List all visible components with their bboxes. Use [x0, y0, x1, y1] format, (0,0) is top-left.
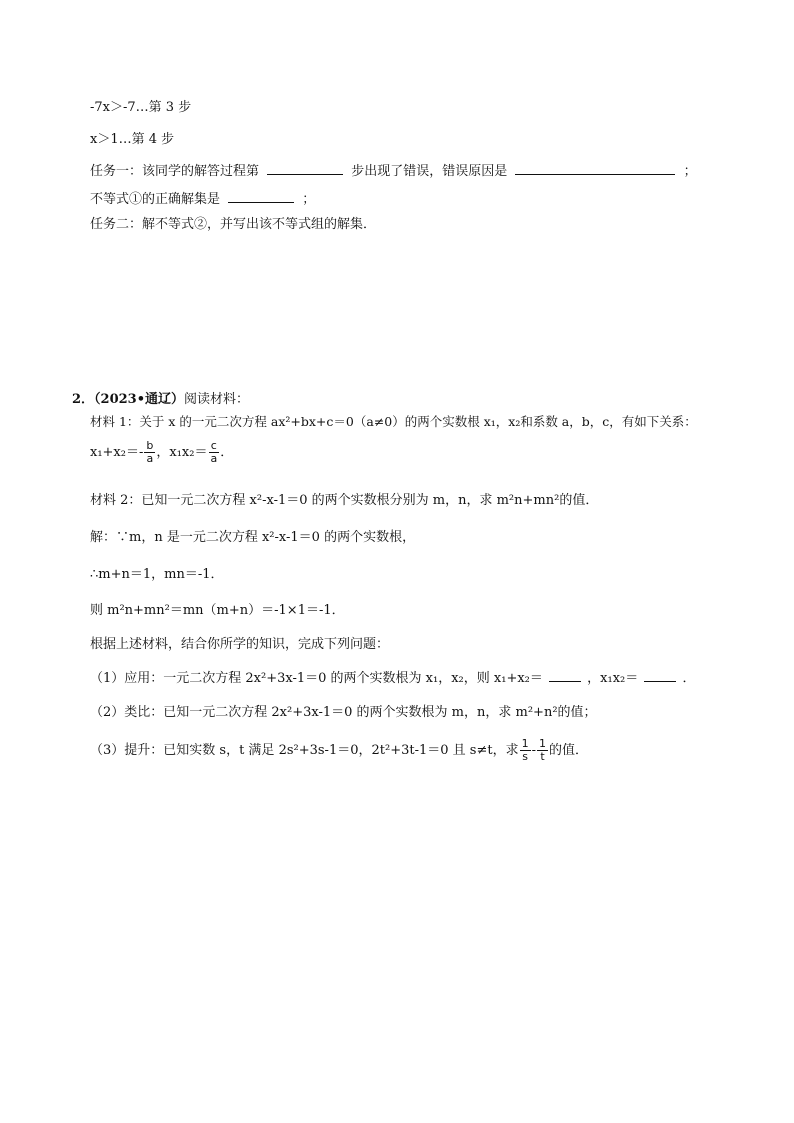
material-2-line: 材料 2：已知一元二次方程 x²-x-1＝0 的两个实数根分别为 m，n，求 m²n+mn²的值． — [90, 493, 599, 508]
solution-line-2: ∴m+n＝1，mn＝-1． — [90, 567, 224, 582]
question-2-header — [72, 388, 249, 407]
part-2-line: （2）类比：已知一元二次方程 2x²+3x-1＝0 的两个实数根为 m，n，求 m²+n²的值； — [90, 705, 597, 720]
error-reason-blank[interactable] — [515, 162, 675, 175]
fraction-numerator: c — [210, 439, 217, 452]
fraction-numerator: 1 — [521, 737, 529, 750]
part-3-text-b: 的值． — [548, 743, 588, 759]
product-formula: ，x₁x₂＝ — [156, 445, 208, 461]
part-1-text-c: ． — [682, 671, 696, 686]
fraction-denominator: t — [540, 750, 545, 764]
solution-line-3: 则 m²n+mn²＝mn（m+n）＝-1×1＝-1． — [90, 603, 345, 618]
question-intro: 阅读材料： — [184, 392, 250, 407]
sum-formula: x₁+x₂＝- — [90, 445, 144, 461]
fraction-denominator: s — [522, 750, 528, 764]
step-4-line: x＞1…第 4 步 — [90, 132, 175, 147]
step-3-line: -7x＞-7…第 3 步 — [90, 100, 192, 115]
question-source: （2023•通辽） — [94, 392, 185, 407]
fraction-1-over-t — [537, 738, 548, 763]
part-3-text-a: （3）提升：已知实数 s，t 满足 2s²+3s-1＝0，2t²+3t-1＝0 且 s≠t，求 — [90, 743, 519, 759]
material-1-formula — [90, 440, 233, 465]
fraction-numerator: 1 — [538, 737, 546, 750]
fraction-denominator: a — [146, 452, 154, 466]
correct-set-text-a: 不等式①的正确解集是 — [90, 192, 221, 207]
task-one-text-a: 任务一：该同学的解答过程第 — [90, 164, 260, 179]
minus-sign: - — [531, 743, 536, 759]
period: ． — [220, 445, 234, 461]
part-1-text-a: （1）应用：一元二次方程 2x²+3x-1＝0 的两个实数根为 x₁，x₂，则 x₁+x₂＝ — [90, 671, 543, 686]
part-1-text-b: ，x₁x₂＝ — [587, 671, 639, 686]
fraction-numerator: b — [146, 439, 154, 452]
fraction-c-over-a — [208, 440, 219, 465]
fraction-1-over-s — [520, 738, 531, 763]
task-one-line — [90, 162, 697, 178]
correct-set-line — [90, 190, 315, 206]
fraction-b-over-a — [144, 440, 155, 465]
solution-set-blank[interactable] — [228, 190, 294, 203]
part-1-line — [90, 669, 696, 685]
correct-set-text-b: ； — [302, 192, 316, 207]
task-two-line: 任务二：解不等式②，并写出该不等式组的解集． — [90, 217, 377, 232]
part-3-line — [90, 738, 588, 763]
product-answer-blank[interactable] — [644, 669, 676, 682]
question-number: 2． — [72, 392, 95, 407]
solution-line-1: 解：∵m，n 是一元二次方程 x²-x-1＝0 的两个实数根， — [90, 530, 416, 545]
instruction-line: 根据上述材料，结合你所学的知识，完成下列问题： — [90, 637, 390, 652]
fraction-denominator: a — [210, 452, 218, 466]
sum-answer-blank[interactable] — [549, 669, 581, 682]
material-1-line: 材料 1：关于 x 的一元二次方程 ax²+bx+c＝0（a≠0）的两个实数根 x₁，x₂和系数 a，b，c，有如下关系： — [90, 414, 697, 429]
step-answer-blank[interactable] — [267, 162, 343, 175]
task-one-text-b: 步出现了错误，错误原因是 — [351, 164, 508, 179]
task-one-text-c: ； — [683, 164, 697, 179]
